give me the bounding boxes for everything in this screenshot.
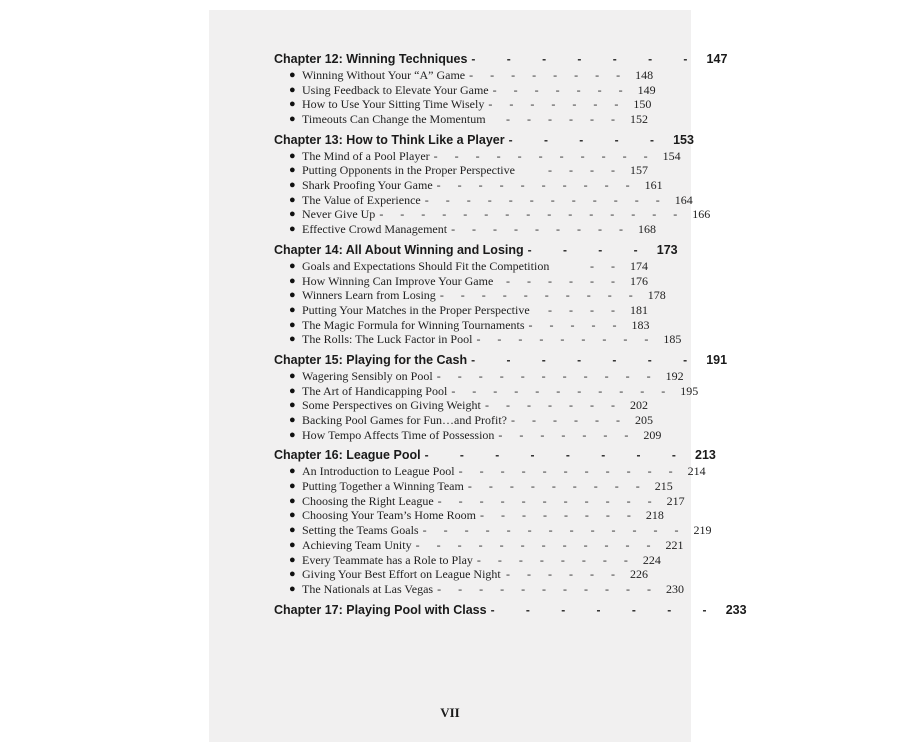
bullet-icon: ●: [289, 399, 296, 412]
section-title: Timeouts Can Change the Momentum: [302, 112, 486, 127]
dot-leader: - - - - - - - - - - - - - - -: [379, 207, 685, 222]
dot-leader: - - - - - - - -: [424, 448, 690, 463]
bullet-icon: ●: [289, 303, 296, 316]
bullet-icon: ●: [289, 414, 296, 427]
section-entry: [274, 537, 684, 553]
dot-leader: - - - - - - - - - - -: [437, 581, 659, 596]
dot-leader: - - - - - - - -: [469, 67, 628, 82]
dot-leader: - - - - - - - - - - - -: [415, 537, 658, 552]
dot-leader: - - - - - - - - - - -: [458, 464, 680, 479]
section-title: The Art of Handicapping Pool: [302, 383, 448, 398]
dot-leader: - - - - - - - -: [479, 508, 638, 523]
dot-leader: - - - - - -: [506, 567, 622, 582]
section-entry: [274, 552, 661, 568]
section-entry: [274, 259, 648, 274]
bullet-icon: ●: [289, 113, 296, 126]
section-page-number: 192: [665, 368, 684, 383]
section-title: An Introduction to League Pool: [302, 464, 455, 479]
section-title: Goals and Expectations Should Fit the Competition: [302, 258, 550, 273]
chapter-title: Chapter 17: Playing Pool with Class: [274, 602, 487, 617]
table-of-contents: [274, 50, 747, 619]
bullet-icon: ●: [289, 289, 296, 302]
bullet-icon: ●: [289, 538, 296, 551]
section-page-number: 221: [665, 537, 684, 552]
section-title: The Rolls: The Luck Factor in Pool: [302, 332, 473, 347]
section-page-number: 209: [643, 427, 662, 442]
section-title: The Magic Formula for Winning Tournaments: [302, 317, 525, 332]
section-entry: [274, 508, 664, 524]
chapter-page-number: 191: [706, 353, 728, 367]
bullet-icon: ●: [289, 164, 296, 177]
dot-leader: - - - - - - -: [492, 82, 630, 97]
dot-leader: - - - - - - -: [485, 398, 622, 413]
bullet-icon: ●: [289, 494, 296, 507]
dot-leader: - - - - - - -: [488, 97, 626, 112]
section-page-number: 181: [630, 302, 648, 317]
bullet-icon: ●: [289, 179, 296, 192]
bullet-icon: ●: [289, 480, 296, 493]
section-page-number: 176: [630, 273, 648, 288]
dot-leader: - - - - - - - - -: [467, 479, 647, 494]
section-page-number: 154: [662, 148, 681, 163]
section-title: Putting Your Matches in the Proper Perspective: [302, 302, 530, 317]
section-page-number: 157: [630, 163, 648, 178]
dot-leader: - - - - - - - - - - -: [451, 383, 673, 398]
section-entry: [274, 82, 656, 98]
bullet-icon: ●: [289, 524, 296, 537]
section-entry: [274, 398, 648, 413]
dot-leader: - - - - -: [528, 317, 624, 332]
section-page-number: 205: [634, 413, 653, 428]
bullet-icon: ●: [289, 259, 296, 272]
section-title: Backing Pool Games for Fun…and Profit?: [302, 413, 507, 428]
dot-leader: - - - -: [548, 163, 622, 178]
dot-leader: - - - - - - - - - - - -: [424, 192, 667, 207]
section-entry: [274, 567, 648, 582]
section-title: Winners Learn from Losing: [302, 288, 436, 303]
dot-leader: - - - - - - -: [471, 52, 702, 66]
book-page: [209, 10, 747, 742]
section-title: Using Feedback to Elevate Your Game: [302, 82, 489, 97]
bullet-icon: ●: [289, 83, 296, 96]
section-page-number: 202: [630, 398, 648, 413]
section-title: How Winning Can Improve Your Game: [302, 273, 494, 288]
section-title: Winning Without Your “A” Game: [302, 67, 466, 82]
dot-leader: - - - - - - - - - - -: [437, 493, 659, 508]
chapter-title: Chapter 14: All About Winning and Losing: [274, 242, 524, 257]
bullet-icon: ●: [289, 98, 296, 111]
section-title: Effective Crowd Management: [302, 222, 448, 237]
section-entry: [274, 288, 666, 303]
chapter-page-number: 147: [706, 52, 728, 66]
section-title: Some Perspectives on Giving Weight: [302, 398, 481, 413]
section-title: Wagering Sensibly on Pool: [302, 368, 433, 383]
section-page-number: 166: [692, 207, 711, 222]
section-entry: [274, 178, 663, 193]
dot-leader: - - - - - -: [506, 112, 622, 127]
section-page-number: 152: [630, 112, 648, 127]
section-title: The Nationals at Las Vegas: [302, 581, 434, 596]
section-entry: [274, 222, 657, 237]
bullet-icon: ●: [289, 553, 296, 566]
chapter-title: Chapter 13: How to Think Like a Player: [274, 132, 505, 147]
section-entry: [274, 479, 673, 494]
section-title: How to Use Your Sitting Time Wisely: [302, 97, 485, 112]
bullet-icon: ●: [289, 193, 296, 206]
bullet-icon: ●: [289, 149, 296, 162]
section-page-number: 219: [693, 523, 712, 538]
dot-leader: - - - - - -: [506, 273, 622, 288]
section-entry: [274, 148, 681, 164]
chapter-heading: [274, 131, 694, 149]
dot-leader: - - - - - - - -: [476, 552, 635, 567]
section-entry: [274, 413, 653, 428]
chapter-page-number: 173: [656, 242, 678, 257]
section-page-number: 148: [635, 67, 654, 82]
section-page-number: 224: [642, 552, 661, 567]
page-folio: VII: [440, 705, 460, 720]
chapter-heading: [274, 50, 728, 68]
dot-leader: - - - - - - -: [490, 602, 721, 617]
section-page-number: 217: [666, 493, 685, 508]
bullet-icon: ●: [289, 582, 296, 595]
section-entry: [274, 332, 682, 347]
section-page-number: 161: [644, 178, 663, 193]
bullet-icon: ●: [289, 384, 296, 397]
section-entry: [274, 192, 693, 208]
dot-leader: - - - - - - -: [498, 427, 636, 442]
section-entry: [274, 97, 652, 112]
bullet-icon: ●: [289, 428, 296, 441]
chapter-heading: [274, 446, 716, 464]
chapter-page-number: 213: [695, 448, 716, 463]
chapter-heading: [274, 241, 678, 259]
bullet-icon: ●: [289, 465, 296, 478]
section-page-number: 230: [666, 581, 685, 596]
bullet-icon: ●: [289, 208, 296, 221]
dot-leader: - - - - - - - - -: [476, 332, 656, 347]
section-title: Shark Proofing Your Game: [302, 178, 433, 193]
dot-leader: - - - - - - - - - -: [439, 288, 640, 303]
section-entry: [274, 207, 711, 223]
section-entry: [274, 383, 699, 399]
section-entry: [274, 303, 648, 318]
section-entry: [274, 112, 648, 127]
section-title: Putting Opponents in the Proper Perspective: [302, 163, 515, 178]
section-title: The Value of Experience: [302, 192, 421, 207]
section-title: Choosing the Right League: [302, 493, 434, 508]
section-entry: [274, 318, 648, 333]
section-entry: [274, 67, 654, 83]
chapter-title: Chapter 16: League Pool: [274, 448, 421, 463]
dot-leader: - - - - - - - - -: [451, 222, 631, 237]
dot-leader: - -: [590, 258, 622, 273]
dot-leader: - - - - -: [508, 132, 668, 147]
section-title: Achieving Team Unity: [302, 537, 412, 552]
dot-leader: - - - - - - - - - - - - -: [422, 523, 686, 538]
section-page-number: 174: [630, 258, 648, 273]
chapter-heading: [274, 601, 747, 619]
section-title: Choosing Your Team’s Home Room: [302, 508, 476, 523]
chapter-page-number: 153: [673, 132, 694, 147]
section-entry: [274, 581, 685, 597]
section-page-number: 214: [687, 464, 706, 479]
bullet-icon: ●: [289, 68, 296, 81]
section-page-number: 218: [645, 508, 664, 523]
section-title: Every Teammate has a Role to Play: [302, 552, 473, 567]
section-entry: [274, 368, 684, 384]
section-page-number: 215: [654, 479, 673, 494]
dot-leader: - - - - - - -: [471, 353, 702, 367]
section-page-number: 183: [631, 317, 650, 332]
section-entry: [274, 163, 648, 178]
section-entry: [274, 493, 685, 509]
section-title: Never Give Up: [302, 207, 376, 222]
dot-leader: - - - - - - - - - - -: [436, 368, 658, 383]
bullet-icon: ●: [289, 223, 296, 236]
dot-leader: - - - -: [527, 242, 652, 257]
section-entry: [274, 523, 712, 538]
bullet-icon: ●: [289, 318, 296, 331]
section-page-number: 164: [674, 192, 693, 207]
section-title: Putting Together a Winning Team: [302, 479, 464, 494]
section-title: How Tempo Affects Time of Possession: [302, 427, 495, 442]
section-page-number: 168: [638, 222, 657, 237]
section-page-number: 195: [680, 383, 699, 398]
dot-leader: - - - - - - - - - -: [436, 178, 637, 193]
dot-leader: - - - - - - - - - - -: [433, 148, 655, 163]
chapter-page-number: 233: [725, 602, 747, 617]
chapter-title: Chapter 15: Playing for the Cash: [274, 353, 468, 367]
section-page-number: 150: [633, 97, 652, 112]
section-page-number: 185: [663, 332, 682, 347]
section-title: Setting the Teams Goals: [302, 523, 419, 538]
section-page-number: 178: [647, 288, 666, 303]
section-page-number: 149: [637, 82, 656, 97]
chapter-heading: [274, 351, 728, 369]
bullet-icon: ●: [289, 369, 296, 382]
chapter-title: Chapter 12: Winning Techniques: [274, 52, 468, 66]
section-title: The Mind of a Pool Player: [302, 148, 430, 163]
bullet-icon: ●: [289, 274, 296, 287]
section-entry: [274, 274, 648, 289]
bullet-icon: ●: [289, 509, 296, 522]
bullet-icon: ●: [289, 568, 296, 581]
section-title: Giving Your Best Effort on League Night: [302, 567, 501, 582]
dot-leader: - - - - - -: [510, 413, 627, 428]
bullet-icon: ●: [289, 333, 296, 346]
section-entry: [274, 427, 662, 443]
section-page-number: 226: [630, 567, 648, 582]
section-entry: [274, 464, 706, 479]
dot-leader: - - - -: [548, 302, 622, 317]
